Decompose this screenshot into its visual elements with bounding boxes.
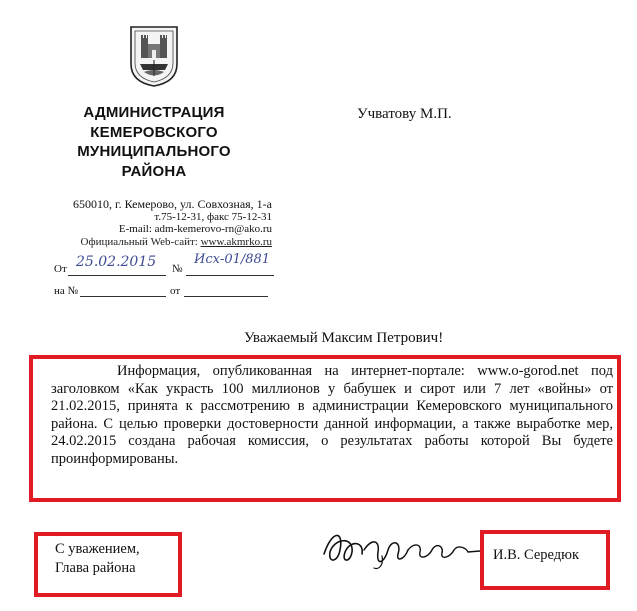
- signer-name: И.В. Середюк: [493, 547, 580, 563]
- closing-title: Глава района: [55, 560, 136, 576]
- ref-date-blank: [184, 284, 268, 297]
- org-name-line: КЕМЕРОВСКОГО: [90, 123, 218, 141]
- addressee: Учватову М.П.: [357, 106, 452, 122]
- address-block: [40, 198, 272, 248]
- handwritten-signature: [318, 520, 483, 572]
- handwritten-date: 25.02.2015: [76, 254, 157, 270]
- org-name-line: АДМИНИСТРАЦИЯ: [83, 104, 225, 121]
- closing: [55, 540, 140, 578]
- ref-number-blank: [80, 284, 166, 297]
- coat-of-arms-icon: [128, 24, 180, 88]
- closing-line: С уважением,: [55, 541, 140, 557]
- org-name-line: РАЙОНА: [121, 162, 187, 180]
- organization-name: [36, 103, 272, 181]
- postal-address: 650010, г. Кемерово, ул. Совхозная, 1-а: [73, 197, 272, 211]
- email: E-mail: adm-kemerovo-rn@ako.ru: [118, 223, 272, 235]
- ref-from-label: от: [170, 285, 181, 297]
- website-link[interactable]: www.akmrko.ru: [200, 235, 272, 248]
- ref-label: на №: [54, 285, 79, 297]
- website-label: Официальный Web-сайт:: [80, 235, 201, 248]
- date-label: От: [54, 263, 67, 275]
- handwritten-number: Исх-01/881: [194, 252, 271, 267]
- phone-fax: т.75-12-31, факс 75-12-31: [154, 210, 272, 223]
- org-name-line: МУНИЦИПАЛЬНОГО: [77, 143, 231, 160]
- website-line: [40, 236, 272, 249]
- number-label: №: [172, 263, 183, 275]
- salutation: Уважаемый Максим Петрович!: [244, 330, 444, 346]
- letter-body: Информация, опубликованная на интернет-портале: www.o-gorod.net под заголовком «Как украсть 100 миллионов у бабушек и сирот или 7 лет «войны» от 21.02.2015, принята к рассмотрению в администрации Кемеровского муниципального района. С целью проверки достоверности данной информации, а также выработке мер, 24.02.2015 создана рабочая комиссия, о результатах работы которой Вы будете проинформированы.: [51, 363, 613, 467]
